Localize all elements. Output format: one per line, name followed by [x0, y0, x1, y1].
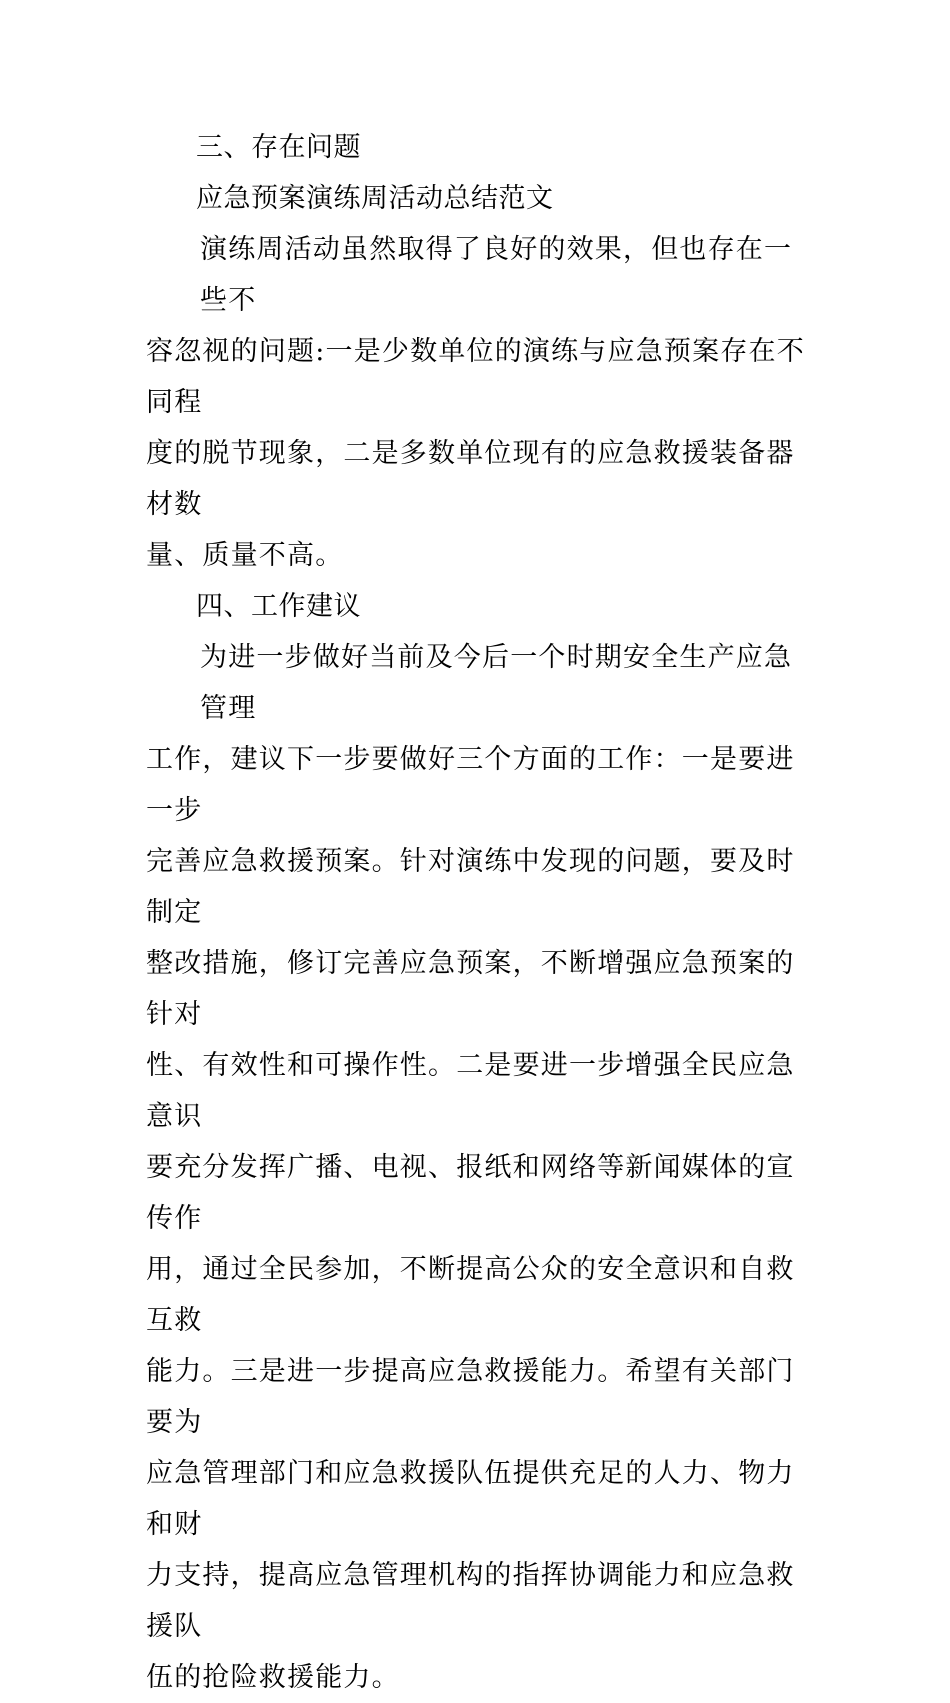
paragraph-line: 要充分发挥广播、电视、报纸和网络等新闻媒体的宣传作	[146, 1152, 795, 1234]
document-body	[146, 122, 806, 1703]
paragraph-line: 演练周活动虽然取得了良好的效果，但也存在一些不	[200, 234, 793, 316]
paragraph-line: 力支持，提高应急管理机构的指挥协调能力和应急救援队	[146, 1560, 795, 1642]
paragraph-line: 完善应急救援预案。针对演练中发现的问题，要及时制定	[146, 846, 795, 928]
document-subtitle: 应急预案演练周活动总结范文	[196, 183, 554, 214]
paragraph-line: 能力。三是进一步提高应急救援能力。希望有关部门要为	[146, 1356, 795, 1438]
paragraph-line: 伍的抢险救援能力。	[146, 1662, 400, 1693]
paragraph-line: 工作，建议下一步要做好三个方面的工作：一是要进一步	[146, 744, 795, 826]
paragraph-line: 量、质量不高。	[146, 540, 344, 571]
paragraph-line: 容忽视的问题:一是少数单位的演练与应急预案存在不同程	[146, 336, 805, 418]
section-heading-problems: 三、存在问题	[196, 132, 361, 163]
paragraph-line: 为进一步做好当前及今后一个时期安全生产应急管理	[200, 642, 793, 724]
paragraph-suggestions	[146, 632, 806, 1703]
paragraph-line: 整改措施，修订完善应急预案，不断增强应急预案的针对	[146, 948, 795, 1030]
section-heading-suggestions: 四、工作建议	[196, 591, 361, 622]
paragraph-line: 用，通过全民参加，不断提高公众的安全意识和自救互救	[146, 1254, 795, 1336]
paragraph-problems	[146, 224, 806, 581]
paragraph-line: 性、有效性和可操作性。二是要进一步增强全民应急意识	[146, 1050, 795, 1132]
paragraph-line: 应急管理部门和应急救援队伍提供充足的人力、物力和财	[146, 1458, 795, 1540]
paragraph-line: 度的脱节现象，二是多数单位现有的应急救援装备器材数	[146, 438, 795, 520]
